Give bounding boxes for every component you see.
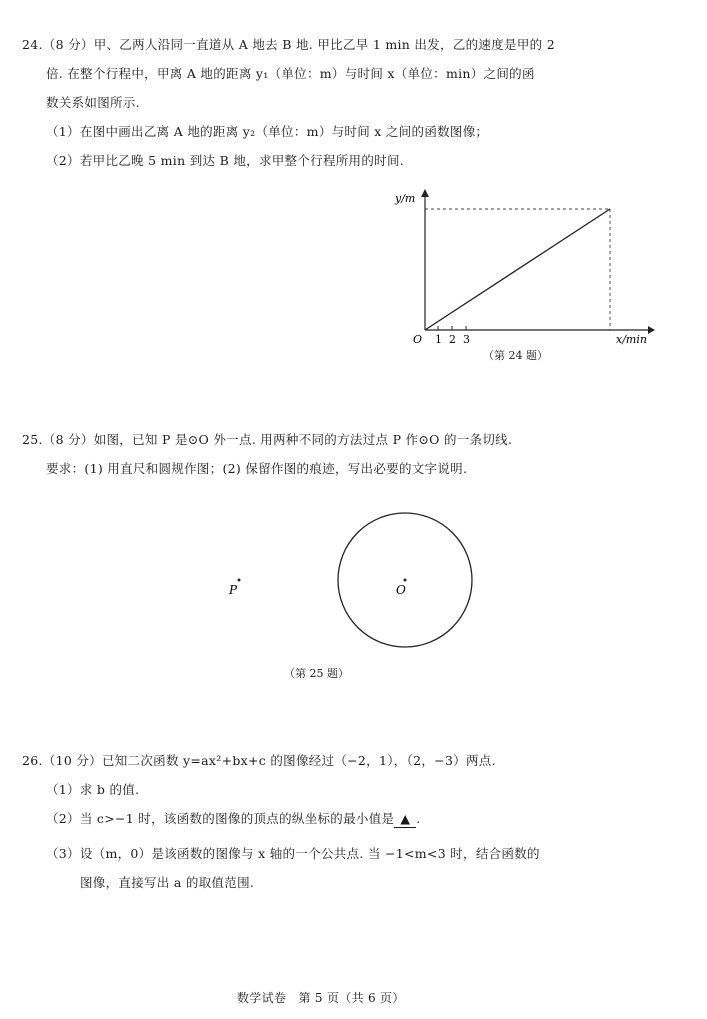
tick-label-1: 1 <box>435 333 442 345</box>
q26-part-3: （3）设（m，0）是该函数的图像与 x 轴的一个公共点. 当 −1<m<3 时，结合函数的 <box>46 846 540 861</box>
q25-figure <box>220 510 490 655</box>
q24-part-1: （1）在图中画出乙离 A 地的距离 y₂（单位：m）与时间 x 之间的函数图像； <box>46 124 489 139</box>
point-label-p: P <box>229 583 238 597</box>
x-axis-label: x/min <box>616 333 647 345</box>
q24-part-2: （2）若甲比乙晚 5 min 到达 B 地，求甲整个行程所用的时间. <box>46 153 405 168</box>
q24-line-2: 倍. 在整个行程中，甲离 A 地的距离 y₁（单位：m）与时间 x（单位：min）之间的函 <box>46 66 535 81</box>
q26-part-2-text: （2）当 c>−1 时，该函数的图像的顶点的纵坐标的最小值是 <box>46 811 395 826</box>
q25-line-1: 25.（8 分）如图，已知 P 是⊙O 外一点. 用两种不同的方法过点 P 作⊙O 的一条切线. <box>22 432 513 447</box>
center-point-o <box>404 579 407 582</box>
q26-part-1: （1）求 b 的值. <box>46 782 140 797</box>
tick-label-3: 3 <box>463 333 470 345</box>
q26-line-1: 26.（10 分）已知二次函数 y=ax²+bx+c 的图像经过（−2，1），（2，−3）两点. <box>22 753 496 768</box>
x-axis-arrow-icon <box>648 326 655 334</box>
triangle-icon: ▲ <box>400 811 411 826</box>
point-p <box>238 579 241 582</box>
origin-label: O <box>413 333 423 345</box>
center-label-o: O <box>396 583 406 597</box>
q26-part-2-end: . <box>416 811 421 826</box>
y-axis-arrow-icon <box>421 189 429 197</box>
answer-blank[interactable] <box>394 811 416 828</box>
page-footer: 数学试卷 第 5 页（共 6 页） <box>237 991 405 1005</box>
q26-part-2 <box>46 811 421 828</box>
q25-line-2: 要求：(1) 用直尺和圆规作图；(2) 保留作图的痕迹，写出必要的文字说明. <box>46 461 468 476</box>
q24-line-1: 24.（8 分）甲、乙两人沿同一直道从 A 地去 B 地. 甲比乙早 1 min 出发，乙的速度是甲的 2 <box>22 37 555 52</box>
q24-line-3: 数关系如图所示. <box>46 95 140 110</box>
q24-graph <box>380 185 660 345</box>
q25-caption: （第 25 题） <box>284 667 349 680</box>
q24-caption: （第 24 题） <box>483 349 548 362</box>
y1-graph-line <box>425 209 610 330</box>
q26-part-3-cont: 图像，直接写出 a 的取值范围. <box>80 875 255 890</box>
y-axis-label: y/m <box>395 192 416 205</box>
tick-label-2: 2 <box>449 333 456 345</box>
